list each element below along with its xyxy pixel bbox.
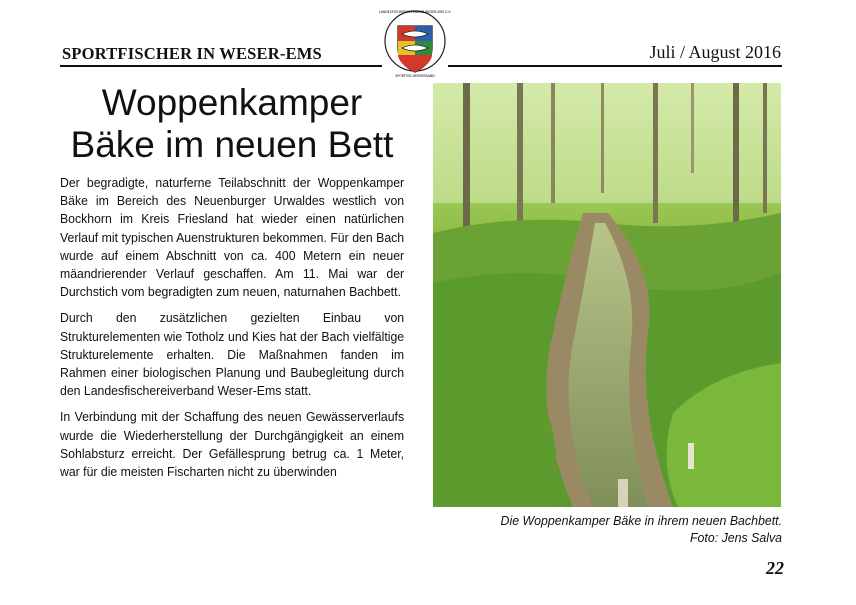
- header-rule-left: [60, 65, 382, 67]
- header-issue-date: Juli / August 2016: [649, 42, 781, 62]
- article-paragraph-2: Durch den zusätzlichen gezielten Einbau von Strukturelementen wie Totholz und Kies hat der Bach vielfältige Strukturelemente erhalten. Die Maßnahmen fanden im Rahmen einer biologischen Planung und Baubegleitung durch den Landesfischereiverband Weser-Ems statt.: [60, 310, 405, 399]
- article-title-line-1: Woppenkamper: [101, 82, 363, 123]
- photo-caption: [457, 512, 782, 546]
- association-crest-logo: [378, 4, 452, 78]
- article-paragraph-3: In Verbindung mit der Schaffung des neuen Gewässerverlaufs wurde die Wiederherstellung der Durchgängigkeit an einem Sohlabsturz erreicht. Der Gefällesprung betrug ca. 1 Meter, war für die meisten Fischarten nicht zu überwinden: [60, 409, 405, 480]
- header-publication: SPORTFISCHER IN WESER-EMS: [62, 44, 322, 63]
- photo-caption-text: Die Woppenkamper Bäke in ihrem neuen Bachbett.: [500, 513, 782, 528]
- article-body: [60, 174, 404, 489]
- crest-top-text: LANDESFISCHEREIVERBAND WESER-EMS E.V.: [378, 10, 452, 14]
- stream-photo: [433, 83, 781, 507]
- article-paragraph-1: Der begradigte, naturferne Teilabschnitt der Woppenkamper Bäke im Bereich des Neuenburger Urwaldes westlich von Bockhorn im Kreis Friesland hat wieder einen natürlichen Verlauf mit typischen Auenstrukturen bekommen. Für den Bach wurde auf einem Abschnitt von ca. 400 Metern ein neuer mäandrierender Verlauf geschaffen. Am 11. Mai war der Durchstich vom begradigten zum neuen, naturnahen Bachbett.: [60, 175, 405, 300]
- header-rule-right: [448, 65, 782, 67]
- crest-bottom-text: SPORTFISCHERVERBAND: [395, 74, 435, 78]
- photo-credit: Foto: Jens Salva: [690, 530, 782, 545]
- article-title: [52, 82, 412, 166]
- stream-photo-illustration: [433, 83, 781, 507]
- article-title-line-2: Bäke im neuen Bett: [70, 124, 394, 165]
- page-number: 22: [766, 558, 784, 578]
